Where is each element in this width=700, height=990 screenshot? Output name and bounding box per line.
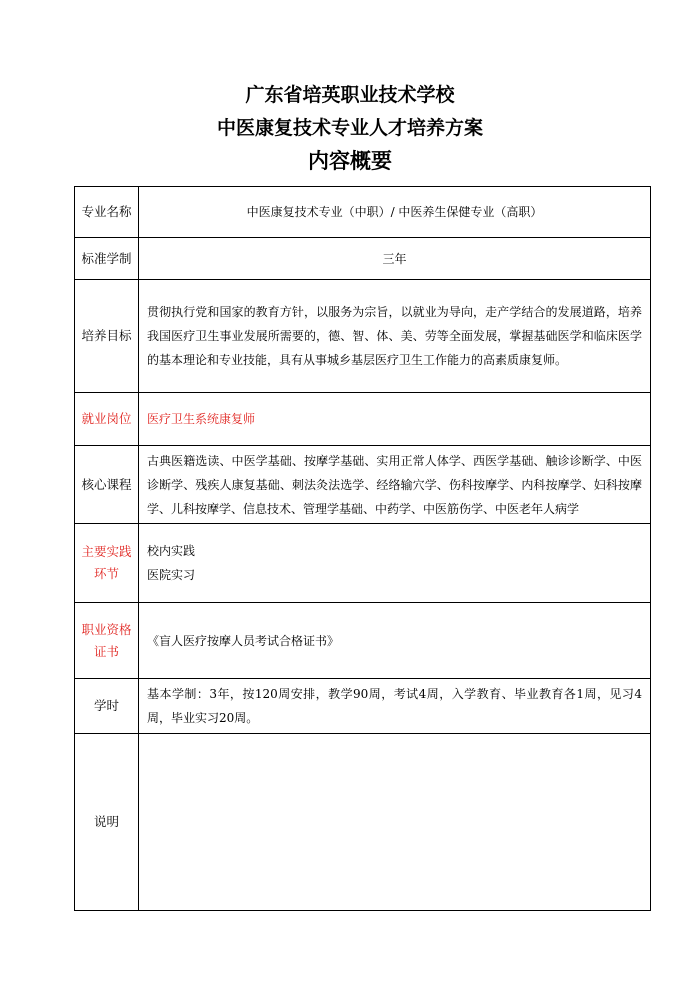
table-row-major xyxy=(75,187,651,238)
table-row-practice xyxy=(75,524,651,603)
certificate-label xyxy=(75,603,139,679)
practice-label xyxy=(75,524,139,603)
table-row-hours xyxy=(75,679,651,734)
jobs-cell xyxy=(139,393,651,446)
table-row-certificate xyxy=(75,603,651,679)
hours-cell xyxy=(139,679,651,734)
duration-value: 三年 xyxy=(382,251,407,266)
major-label: 专业名称 xyxy=(75,187,139,238)
practice-label-line1: 主要实践 xyxy=(81,544,132,559)
notes-label: 说明 xyxy=(75,734,139,911)
hours-value: 基本学制：3年，按120周安排，教学90周，考试4周，入学教育、毕业教育各1周，见习4周，毕业实习20周。 xyxy=(147,687,642,725)
plan-title: 中医康复技术专业人才培养方案 xyxy=(216,117,483,139)
certificate-cell xyxy=(139,603,651,679)
table-row-goal xyxy=(75,280,651,393)
summary-title: 内容概要 xyxy=(308,149,392,173)
practice-cell xyxy=(139,524,651,603)
practice-item: 校内实践 xyxy=(147,544,196,558)
certificate-label-line1: 职业资格 xyxy=(81,621,132,637)
certificate-value: 《盲人医疗按摩人员考试合格证书》 xyxy=(147,633,340,648)
table-row-notes xyxy=(75,734,651,911)
goal-label: 培养目标 xyxy=(75,280,139,393)
jobs-label: 就业岗位 xyxy=(75,393,139,446)
courses-value: 古典医籍选读、中医学基础、按摩学基础、实用正常人体学、西医学基础、触诊诊断学、中医诊断学、残疾人康复基础、刺法灸法选学、经络输穴学、伤科按摩学、内科按摩学、妇科按摩学、儿科按摩学、信息技术、管理学基础、中药学、中医筋伤学、中医老年人病学 xyxy=(147,453,642,516)
jobs-value: 医疗卫生系统康复师 xyxy=(147,412,256,426)
certificate-label-line2: 证书 xyxy=(93,643,119,659)
practice-label-line2: 环节 xyxy=(93,566,119,581)
table-row-jobs xyxy=(75,393,651,446)
goal-cell xyxy=(139,280,651,393)
school-name: 广东省培英职业技术学校 xyxy=(245,84,455,106)
goal-value: 贯彻执行党和国家的教育方针，以服务为宗旨，以就业为导向，走产学结合的发展道路，培养我国医疗卫生事业发展所需要的，德、智、体、美、劳等全面发展，掌握基础医学和临床医学的基本理论和专业技能，具有从事城乡基层医疗卫生工作能力的高素质康复师。 xyxy=(147,305,642,367)
practice-item: 医院实习 xyxy=(147,568,196,582)
summary-table xyxy=(74,186,651,911)
major-value: 中医康复技术专业（中职）/ 中医养生保健专业（高职） xyxy=(246,205,543,219)
duration-cell xyxy=(139,238,651,280)
courses-label: 核心课程 xyxy=(75,446,139,524)
table-row-courses xyxy=(75,446,651,524)
major-cell xyxy=(139,187,651,238)
duration-label: 标准学制 xyxy=(75,238,139,280)
table-row-duration xyxy=(75,238,651,280)
courses-cell xyxy=(139,446,651,524)
notes-cell xyxy=(139,734,651,911)
hours-label: 学时 xyxy=(75,679,139,734)
